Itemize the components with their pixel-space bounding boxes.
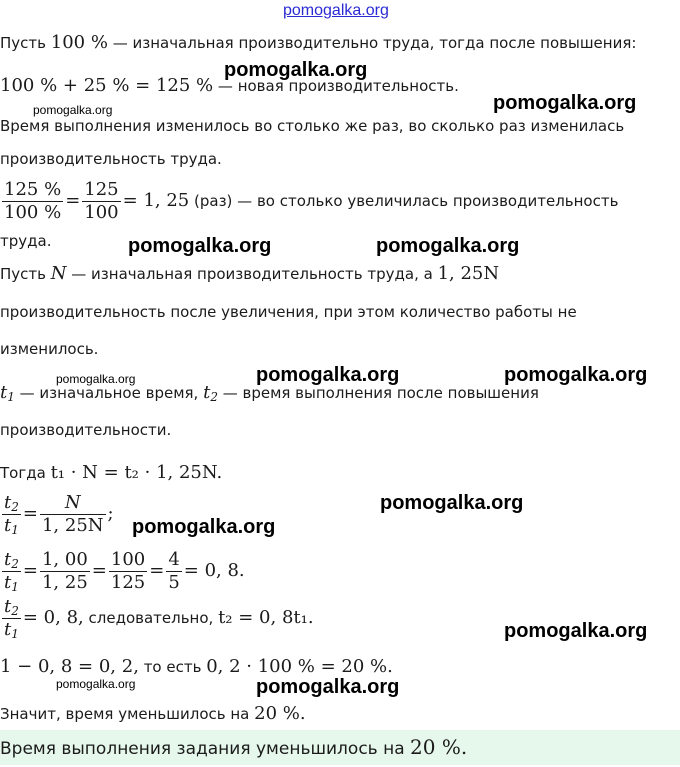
- math-subscript: 1: [7, 390, 15, 404]
- text-line-11: производительности.: [0, 421, 172, 439]
- text-fragment: Тогда: [0, 464, 51, 482]
- math-subscript: 2: [11, 604, 19, 618]
- fraction-4-5: [166, 549, 181, 594]
- fraction-numerator: [2, 549, 21, 572]
- math-subscript: 1: [11, 627, 19, 641]
- math-result: = 0, 8,: [22, 607, 84, 628]
- text-fragment: — новая производительность.: [213, 77, 459, 95]
- fraction-n-125n: [40, 492, 106, 537]
- watermark: pomogalka.org: [256, 676, 400, 698]
- math-equals: =: [91, 560, 107, 581]
- answer-text: Время выполнения задания уменьшилось на: [0, 739, 411, 759]
- math-subscript: 1: [11, 580, 19, 594]
- math-var: t: [203, 382, 211, 403]
- math-subscript: 1: [11, 523, 19, 537]
- math-var: t: [4, 619, 12, 640]
- text-fragment: Значит, время уменьшилось на: [0, 705, 255, 723]
- text-fragment: то есть: [138, 658, 207, 676]
- fraction-numerator: [2, 492, 21, 515]
- text-fragment: Пусть: [0, 265, 51, 283]
- fraction-125-100: [82, 179, 120, 224]
- fraction-numerator: 125 %: [4, 179, 62, 200]
- watermark: pomogalka.org: [504, 620, 648, 642]
- math-125n: 1, 25N: [437, 263, 500, 284]
- math-20-percent: 20 %.: [254, 703, 306, 724]
- math-subscript: 2: [210, 390, 218, 404]
- text-line-14: [0, 545, 245, 597]
- math-var: t: [4, 492, 12, 513]
- math-percent-result: 0, 2 · 100 % = 20 %.: [206, 656, 393, 677]
- math-equals: =: [149, 560, 165, 581]
- text-fragment: следовательно,: [83, 609, 219, 627]
- fraction-numerator: 100: [110, 549, 146, 570]
- math-sum-percent: 100 % + 25 % = 125 %: [0, 75, 214, 96]
- math-var: t: [4, 572, 12, 593]
- watermark-top: pomogalka.org: [283, 2, 389, 19]
- watermark: pomogalka.org: [376, 235, 520, 257]
- text-line-7: [0, 264, 499, 284]
- fraction-125-100-percent: [2, 179, 63, 224]
- text-fragment: (раз) — во столько увеличилась производительность: [189, 192, 619, 210]
- math-100-percent: 100 %: [50, 32, 108, 53]
- answer-box: [0, 730, 680, 765]
- text-line-12: [0, 463, 222, 483]
- watermark: pomogalka.org: [224, 59, 368, 81]
- math-equation: t₂ = 0, 8t₁.: [218, 607, 314, 628]
- math-20-percent: 20 %.: [410, 735, 468, 759]
- text-line-15: [0, 592, 314, 644]
- text-line-13: [0, 488, 114, 540]
- fraction-t2-t1: [2, 492, 21, 537]
- math-subscript: 2: [11, 557, 19, 571]
- text-line-5: [0, 175, 618, 227]
- fraction-denominator: 5: [168, 572, 180, 593]
- text-line-8: производительность после увеличения, при этом количество работы не: [0, 303, 577, 321]
- text-line-4: производительность труда.: [0, 150, 222, 168]
- math-semicolon: ;: [107, 503, 114, 524]
- watermark: pomogalka.org: [128, 235, 272, 257]
- math-t2: [203, 382, 218, 403]
- text-line-1: [0, 33, 636, 53]
- watermark: pomogalka.org: [504, 364, 648, 386]
- fraction-numerator: 1, 00: [41, 549, 88, 570]
- fraction-denominator: 1, 25N: [41, 515, 104, 536]
- fraction-numerator: 4: [168, 549, 180, 570]
- math-equals: =: [22, 560, 38, 581]
- text-fragment: — изначальная производительность труда, а: [66, 265, 438, 283]
- fraction-denominator: 125: [110, 572, 146, 593]
- watermark: pomogalka.org: [256, 364, 400, 386]
- watermark: pomogalka.org: [493, 92, 637, 114]
- fraction-numerator: [2, 596, 21, 619]
- math-subtraction: 1 − 0, 8 = 0, 2,: [0, 656, 139, 677]
- math-var: t: [4, 549, 12, 570]
- fraction-denominator: [2, 619, 21, 641]
- math-var: t: [4, 596, 12, 617]
- text-fragment: — изначальная производительно труда, тогда после повышения:: [107, 34, 637, 52]
- fraction-t2-t1: [2, 596, 21, 641]
- fraction-denominator: 1, 25: [41, 572, 88, 593]
- math-var: t: [4, 515, 12, 536]
- text-line-17: [0, 704, 306, 724]
- math-subscript: 2: [11, 500, 19, 514]
- math-var: t: [0, 382, 8, 403]
- text-line-3: Время выполнения изменилось во столько же раз, во сколько раз изменилась: [0, 117, 625, 135]
- fraction-100-125: [109, 549, 147, 594]
- fraction-numerator: N: [40, 492, 106, 515]
- math-result: = 1, 25: [122, 190, 190, 211]
- watermark: pomogalka.org: [132, 516, 276, 538]
- text-fragment: — время выполнения после повышения: [217, 384, 539, 402]
- math-t1: [0, 382, 15, 403]
- text-line-16: [0, 657, 393, 677]
- text-fragment: — изначальное время,: [14, 384, 204, 402]
- fraction-numerator: 125: [84, 179, 119, 200]
- watermark: pomogalka.org: [380, 492, 524, 514]
- fraction-100-125-decimal: [40, 549, 90, 594]
- math-result: = 0, 8.: [183, 560, 245, 581]
- text-fragment: Пусть: [0, 34, 51, 52]
- fraction-denominator: 100 %: [4, 202, 62, 223]
- fraction-denominator: [2, 572, 21, 594]
- fraction-denominator: 100: [84, 202, 119, 223]
- math-equals: =: [65, 190, 81, 211]
- math-equation: t₁ · N = t₂ · 1, 25N.: [50, 462, 223, 483]
- text-line-6: труда.: [0, 232, 52, 250]
- fraction-t2-t1: [2, 549, 21, 594]
- fraction-denominator: [2, 515, 21, 537]
- text-line-9: изменилось.: [0, 340, 99, 358]
- math-equals: =: [22, 503, 38, 524]
- watermark: pomogalka.org: [33, 103, 113, 117]
- math-n: N: [50, 263, 67, 284]
- watermark: pomogalka.org: [56, 372, 136, 386]
- watermark: pomogalka.org: [56, 677, 136, 691]
